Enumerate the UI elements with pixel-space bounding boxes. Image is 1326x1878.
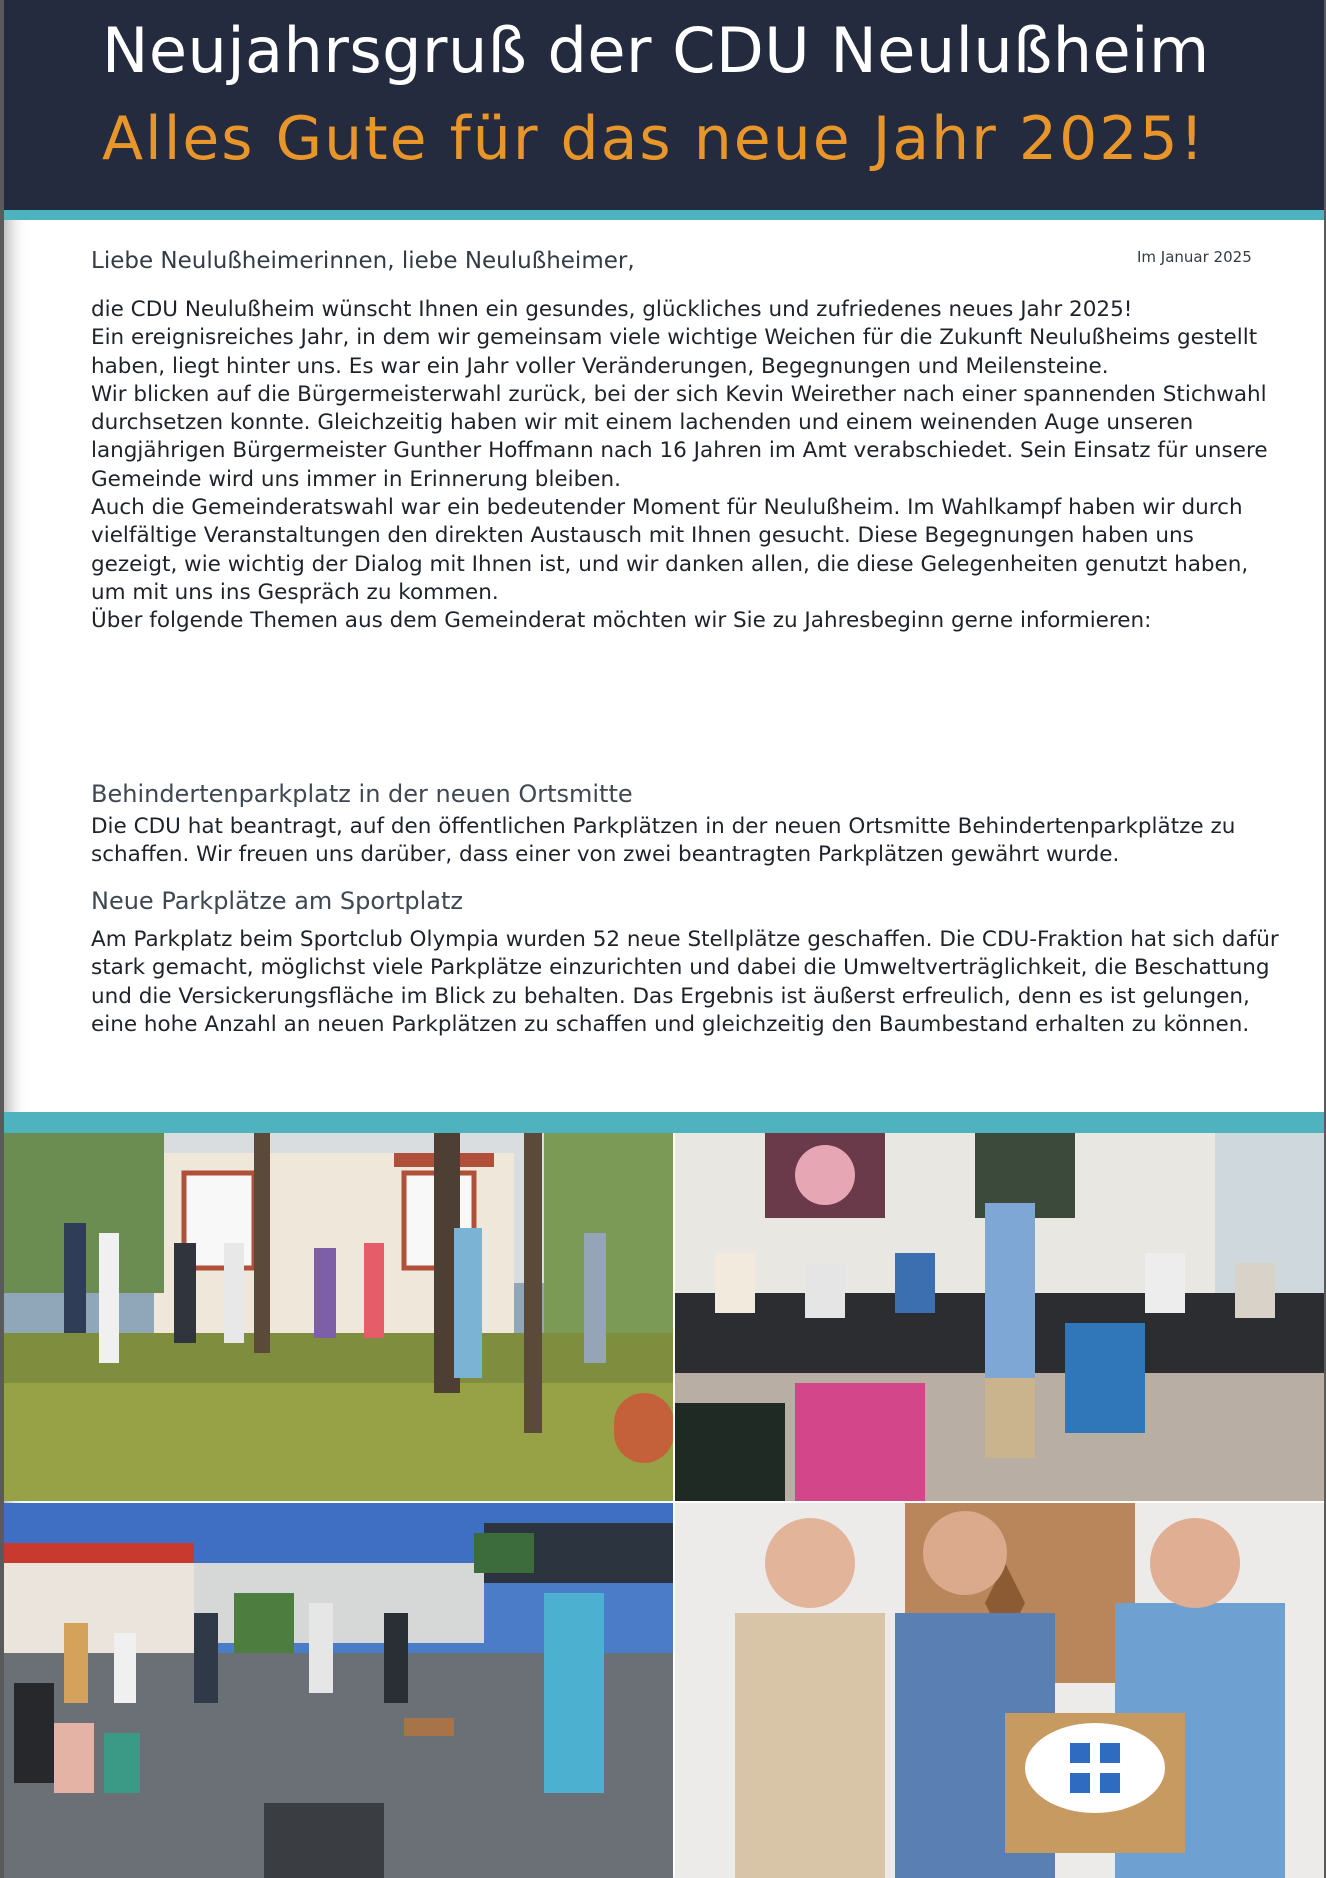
paragraph: Auch die Gemeinderatswahl war ein bedeutender Moment für Neulußheim. Im Wahlkampf haben wir durch vielfältige Veranstaltungen den direkten Austausch mit Ihnen gesucht. Diese Begegnungen haben uns gezeigt, wie wichtig der Dialog mit Ihnen ist, und wir danken allen, die diese Gelegenheiten genutzt haben, um mit uns ins Gespräch zu kommen. (91, 495, 1249, 605)
paragraph: Über folgende Themen aus dem Gemeinderat möchten wir Sie zu Jahresbeginn gerne informieren: (91, 608, 1152, 634)
header-banner (4, 0, 1324, 210)
photo-indoor-meeting (675, 1133, 1324, 1501)
paragraph: Wir blicken auf die Bürgermeisterwahl zurück, bei der sich Kevin Weirether nach einer spannenden Stichwahl durchsetzen konnte. Gleichzeitig haben wir mit einem lachenden und einem weinenden Auge unseren langjährigen Bürgermeister Gunther Hoffmann nach 16 Jahren im Amt verabschiedet. Sein Einsatz für unsere Gemeinde wird uns immer in Erinnerung bleiben. (91, 381, 1268, 492)
newsletter-page (4, 0, 1324, 1878)
photo-parking-lot-event (4, 1503, 673, 1878)
paragraph: Ein ereignisreiches Jahr, in dem wir gemeinsam viele wichtige Weichen für die Zukunft Neulußheims gestellt haben, liegt hinter uns. Es war ein Jahr voller Veränderungen, Begegnungen und Meilensteine. (91, 325, 1258, 379)
photo-outdoor-gathering (4, 1133, 673, 1501)
header-divider (4, 210, 1324, 220)
section-heading-behindertenparkplatz: Behindertenparkplatz in der neuen Ortsmitte (91, 780, 633, 808)
section-text-behindertenparkplatz: Die CDU hat beantragt, auf den öffentlichen Parkplätzen in der neuen Ortsmitte Behindertenparkplätze zu schaffen. Wir freuen uns darüber, dass einer von zwei beantragten Parkplätzen gewährt wurde. (91, 814, 1236, 868)
section-heading-sportplatz: Neue Parkplätze am Sportplatz (91, 887, 463, 915)
letter-date: Im Januar 2025 (1137, 248, 1252, 266)
photo-divider (4, 1112, 1324, 1133)
salutation: Liebe Neulußheimerinnen, liebe Neulußheimer, (91, 248, 635, 274)
paragraph: die CDU Neulußheim wünscht Ihnen ein gesundes, glückliches und zufriedenes neues Jahr 2025! (91, 297, 1133, 322)
section-text-sportplatz: Am Parkplatz beim Sportclub Olympia wurden 52 neue Stellplätze geschaffen. Die CDU-Fraktion hat sich dafür stark gemacht, möglichst viele Parkplätze einzurichten und dabei die Umweltverträglichkeit, die Beschattung und die Versickerungsfläche im Blick zu behalten. Das Ergebnis ist äußerst erfreulich, denn es ist gelungen, eine hohe Anzahl an neuen Parkplätzen zu schaffen und gleichzeitig den Baumbestand erhalten zu können. (91, 927, 1279, 1037)
page-title: Neujahrsgruß der CDU Neulußheim (102, 14, 1210, 87)
letter-body (91, 296, 1286, 636)
photo-cake-presentation (675, 1503, 1324, 1878)
page-subtitle: Alles Gute für das neue Jahr 2025! (102, 104, 1206, 174)
